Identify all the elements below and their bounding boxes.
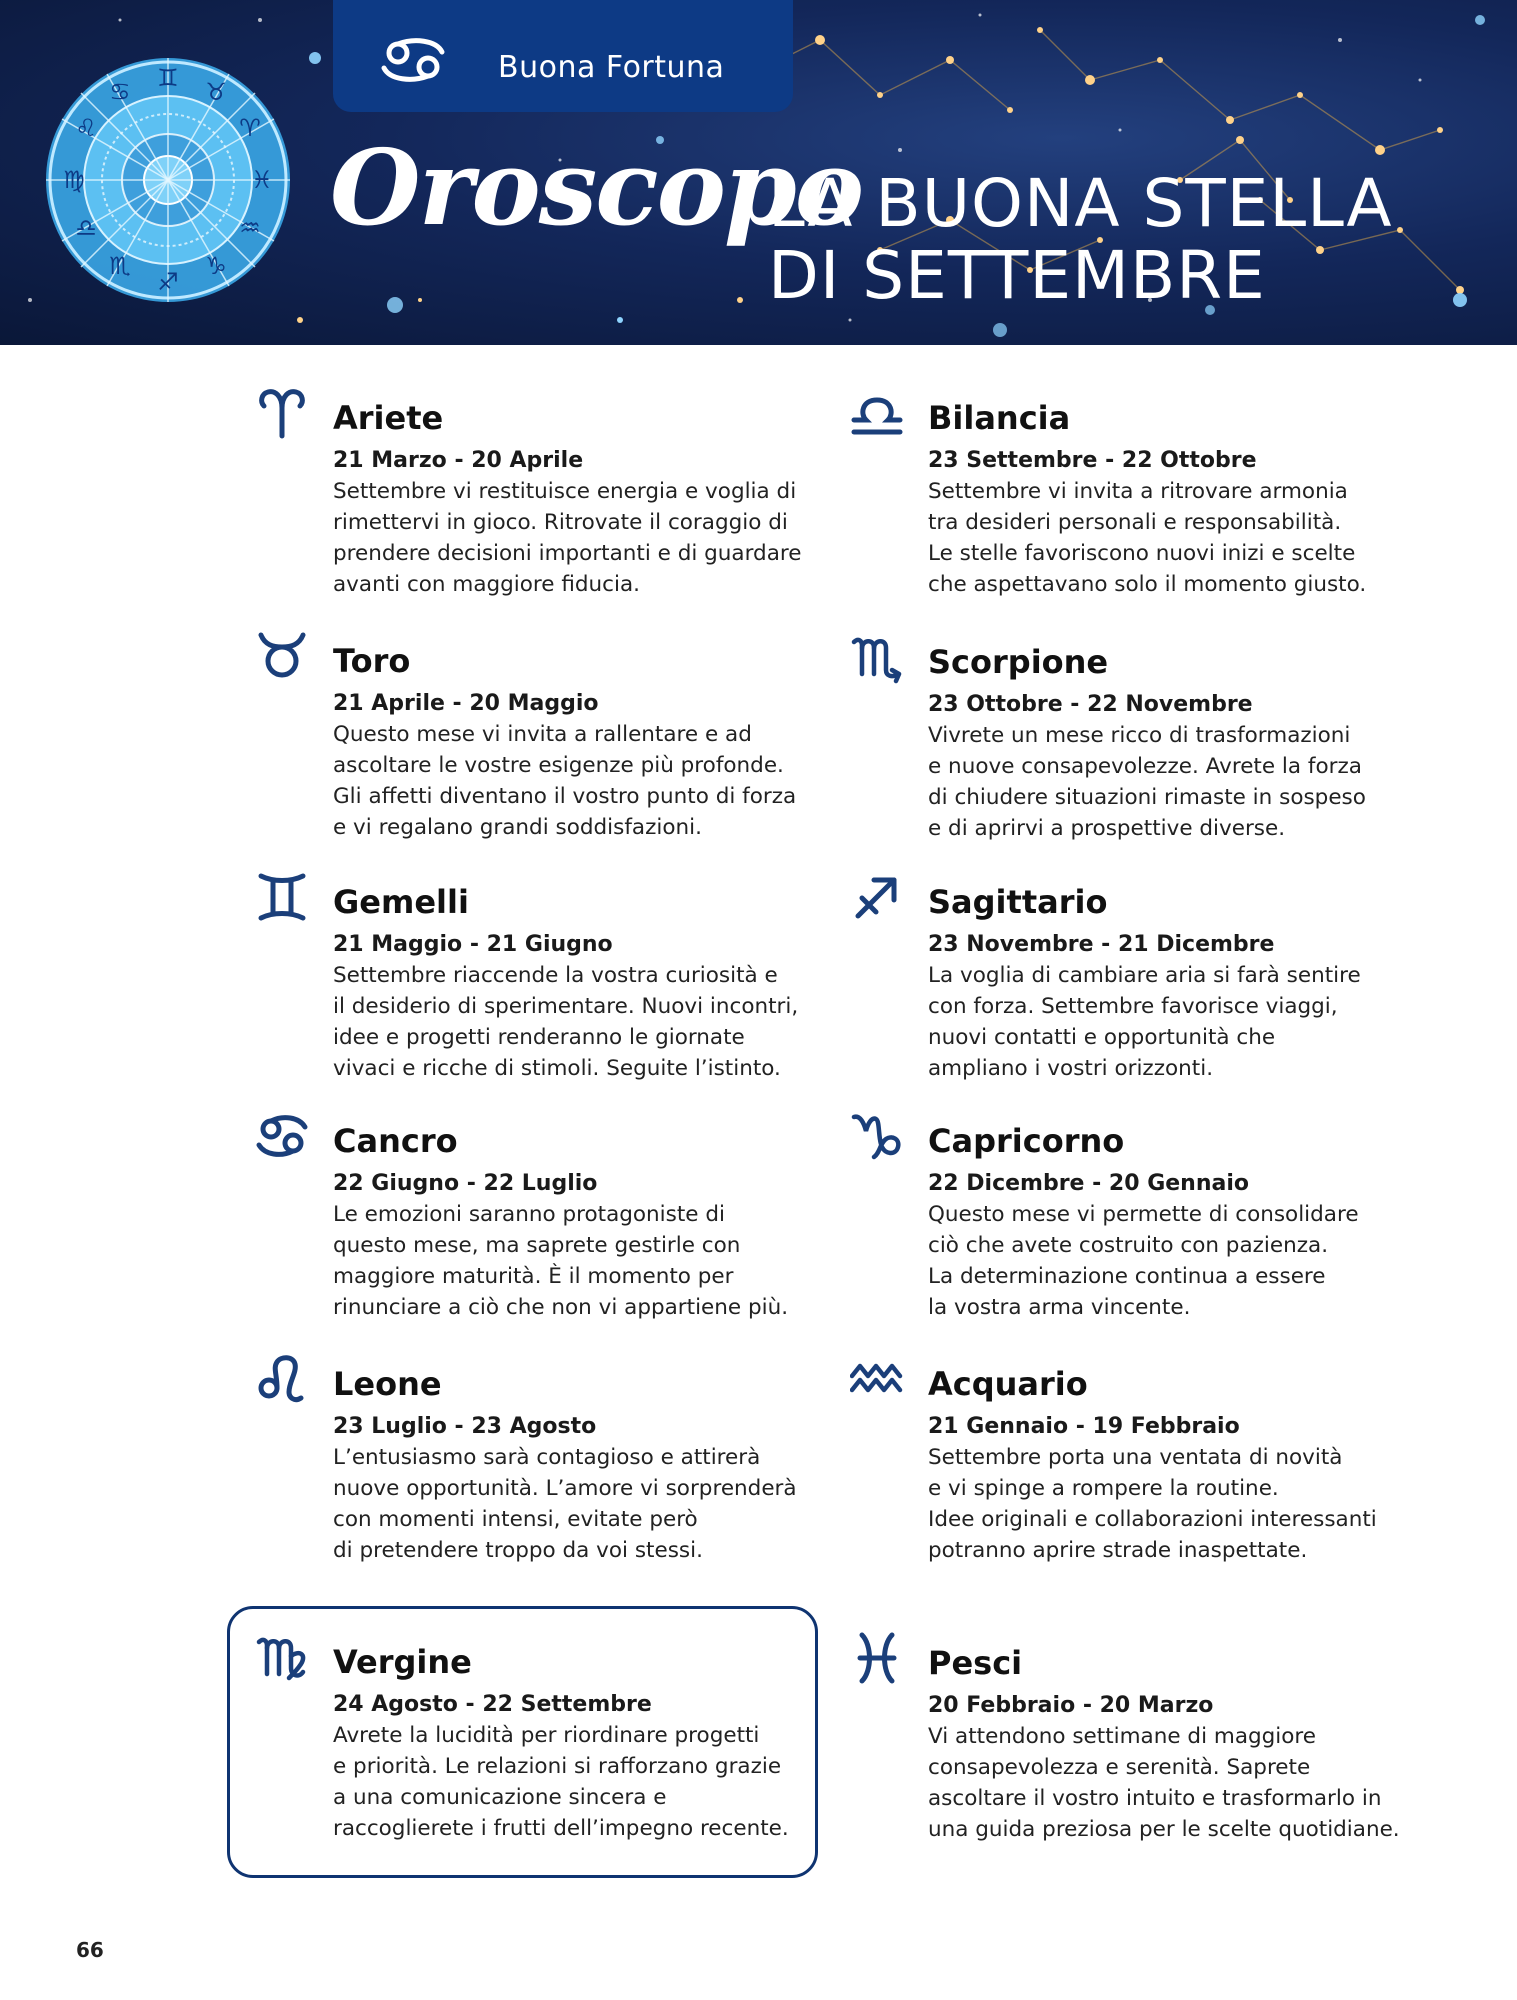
sign-description: [333, 960, 893, 1084]
libra-icon: [850, 386, 904, 440]
sign-name: Bilancia: [928, 399, 1071, 437]
sign-gemelli: [333, 882, 893, 1084]
sign-description: [333, 719, 893, 843]
sign-description: [928, 1442, 1488, 1566]
sign-description: [928, 476, 1488, 600]
description-line: rimettervi in gioco. Ritrovate il coraggio di: [333, 510, 788, 535]
sign-description: [928, 720, 1488, 844]
sign-name: Cancro: [333, 1122, 458, 1160]
description-line: con momenti intensi, evitate però: [333, 1507, 698, 1532]
page-number: 66: [76, 1938, 104, 1962]
description-line: e vi spinge a rompere la routine.: [928, 1476, 1279, 1501]
taurus-icon: [255, 629, 309, 683]
capricorn-icon: [850, 1109, 904, 1163]
svg-text:♋: ♋: [109, 78, 131, 106]
svg-text:♉: ♉: [205, 78, 227, 106]
header-banner: [0, 0, 1517, 345]
sagittarius-icon: [850, 870, 904, 924]
virgo-icon: [255, 1630, 309, 1684]
sign-description: [333, 476, 893, 600]
description-line: Settembre riaccende la vostra curiosità e: [333, 963, 778, 988]
script-title: Oroscopo: [330, 126, 863, 249]
description-line: idee e progetti renderanno le giornate: [333, 1025, 745, 1050]
description-line: con forza. Settembre favorisce viaggi,: [928, 994, 1338, 1019]
sign-dates: 23 Ottobre - 22 Novembre: [928, 692, 1253, 717]
description-line: La voglia di cambiare aria si farà sentire: [928, 963, 1361, 988]
sign-name: Acquario: [928, 1365, 1088, 1403]
sign-toro: [333, 641, 893, 843]
sign-name: Vergine: [333, 1643, 472, 1681]
description-line: e vi regalano grandi soddisfazioni.: [333, 815, 702, 840]
svg-text:♒: ♒: [239, 214, 261, 242]
sign-leone: [333, 1364, 893, 1566]
svg-text:♑: ♑: [205, 252, 227, 280]
sign-name: Leone: [333, 1365, 442, 1403]
headline-line: LA BUONA STELLA: [768, 165, 1393, 242]
sign-vergine: [333, 1642, 893, 1844]
description-line: ascoltare le vostre esigenze più profonde.: [333, 753, 784, 778]
sign-name: Gemelli: [333, 883, 469, 921]
sign-dates: 20 Febbraio - 20 Marzo: [928, 1693, 1214, 1718]
sign-description: [928, 1199, 1488, 1323]
page-headline: [768, 165, 1393, 314]
description-line: Le stelle favoriscono nuovi inizi e scelte: [928, 541, 1356, 566]
sign-dates: 21 Marzo - 20 Aprile: [333, 448, 584, 473]
sign-name: Ariete: [333, 399, 444, 437]
description-line: avanti con maggiore fiducia.: [333, 572, 640, 597]
sign-name: Scorpione: [928, 643, 1109, 681]
description-line: rinunciare a ciò che non vi appartiene più.: [333, 1295, 789, 1320]
sign-dates: 23 Novembre - 21 Dicembre: [928, 932, 1275, 957]
svg-text:♈: ♈: [239, 114, 261, 142]
description-line: e di aprirvi a prospettive diverse.: [928, 816, 1286, 841]
description-line: tra desideri personali e responsabilità.: [928, 510, 1342, 535]
zodiac-wheel-icon: [44, 56, 292, 304]
svg-text:♌: ♌: [75, 114, 97, 142]
aquarius-icon: [850, 1352, 904, 1406]
sign-dates: 21 Aprile - 20 Maggio: [333, 691, 599, 716]
sign-sagittario: [928, 882, 1488, 1084]
sign-capricorno: [928, 1121, 1488, 1323]
sign-dates: 23 Luglio - 23 Agosto: [333, 1414, 597, 1439]
description-line: ascoltare il vostro intuito e trasformarlo in: [928, 1786, 1382, 1811]
description-line: Avrete la lucidità per riordinare progetti: [333, 1723, 760, 1748]
sign-description: [333, 1199, 893, 1323]
description-line: Gli affetti diventano il vostro punto di forza: [333, 784, 797, 809]
leo-icon: [255, 1352, 309, 1406]
scorpio-icon: [850, 630, 904, 684]
sign-dates: 21 Gennaio - 19 Febbraio: [928, 1414, 1240, 1439]
description-line: che aspettavano solo il momento giusto.: [928, 572, 1367, 597]
svg-text:♎: ♎: [75, 214, 97, 242]
gemini-icon: [255, 870, 309, 924]
description-line: Questo mese vi invita a rallentare e ad: [333, 722, 752, 747]
cancer-icon: [378, 36, 448, 84]
cancer-icon: [255, 1109, 309, 1163]
svg-text:♏: ♏: [109, 252, 131, 280]
pisces-icon: [850, 1631, 904, 1685]
sign-bilancia: [928, 398, 1488, 600]
description-line: di chiudere situazioni rimaste in sospeso: [928, 785, 1366, 810]
description-line: vivaci e ricche di stimoli. Seguite l’istinto.: [333, 1056, 781, 1081]
svg-text:♊: ♊: [157, 64, 179, 92]
tab-label: Buona Fortuna: [498, 50, 725, 85]
sign-description: [333, 1442, 893, 1566]
sign-description: [333, 1720, 893, 1844]
description-line: prendere decisioni importanti e di guardare: [333, 541, 802, 566]
description-line: maggiore maturità. È il momento per: [333, 1264, 734, 1289]
description-line: e nuove consapevolezze. Avrete la forza: [928, 754, 1362, 779]
description-line: nuovi contatti e opportunità che: [928, 1025, 1276, 1050]
sign-scorpione: [928, 642, 1488, 844]
sign-name: Toro: [333, 642, 411, 680]
description-line: il desiderio di sperimentare. Nuovi incontri,: [333, 994, 799, 1019]
sign-dates: 22 Dicembre - 20 Gennaio: [928, 1171, 1250, 1196]
description-line: Idee originali e collaborazioni interessanti: [928, 1507, 1377, 1532]
description-line: potranno aprire strade inaspettate.: [928, 1538, 1308, 1563]
description-line: una guida preziosa per le scelte quotidiane.: [928, 1817, 1400, 1842]
svg-text:♓: ♓: [251, 166, 273, 194]
description-line: la vostra arma vincente.: [928, 1295, 1191, 1320]
description-line: L’entusiasmo sarà contagioso e attirerà: [333, 1445, 761, 1470]
section-tab: [333, 0, 793, 112]
description-line: consapevolezza e serenità. Saprete: [928, 1755, 1311, 1780]
description-line: questo mese, ma saprete gestirle con: [333, 1233, 741, 1258]
svg-text:♍: ♍: [63, 166, 85, 194]
description-line: ampliano i vostri orizzonti.: [928, 1056, 1214, 1081]
description-line: Vi attendono settimane di maggiore: [928, 1724, 1317, 1749]
description-line: Settembre vi invita a ritrovare armonia: [928, 479, 1348, 504]
description-line: La determinazione continua a essere: [928, 1264, 1326, 1289]
description-line: Settembre porta una ventata di novità: [928, 1445, 1343, 1470]
sign-description: [928, 960, 1488, 1084]
sign-pesci: [928, 1643, 1488, 1845]
aries-icon: [255, 386, 309, 440]
sign-dates: 22 Giugno - 22 Luglio: [333, 1171, 598, 1196]
sign-name: Pesci: [928, 1644, 1023, 1682]
description-line: Vivrete un mese ricco di trasformazioni: [928, 723, 1351, 748]
sign-dates: 21 Maggio - 21 Giugno: [333, 932, 613, 957]
sign-acquario: [928, 1364, 1488, 1566]
description-line: Le emozioni saranno protagoniste di: [333, 1202, 725, 1227]
sign-dates: 24 Agosto - 22 Settembre: [333, 1692, 652, 1717]
description-line: Questo mese vi permette di consolidare: [928, 1202, 1359, 1227]
sign-dates: 23 Settembre - 22 Ottobre: [928, 448, 1257, 473]
description-line: di pretendere troppo da voi stessi.: [333, 1538, 703, 1563]
svg-text:♐: ♐: [157, 268, 179, 296]
sign-name: Sagittario: [928, 883, 1108, 921]
description-line: e priorità. Le relazioni si rafforzano grazie: [333, 1754, 782, 1779]
description-line: ciò che avete costruito con pazienza.: [928, 1233, 1329, 1258]
sign-name: Capricorno: [928, 1122, 1125, 1160]
sign-ariete: [333, 398, 893, 600]
sign-description: [928, 1721, 1488, 1845]
description-line: nuove opportunità. L’amore vi sorprenderà: [333, 1476, 797, 1501]
headline-line: DI SETTEMBRE: [768, 237, 1266, 314]
description-line: Settembre vi restituisce energia e voglia di: [333, 479, 797, 504]
description-line: raccoglierete i frutti dell’impegno recente.: [333, 1816, 789, 1841]
description-line: a una comunicazione sincera e: [333, 1785, 667, 1810]
sign-cancro: [333, 1121, 893, 1323]
